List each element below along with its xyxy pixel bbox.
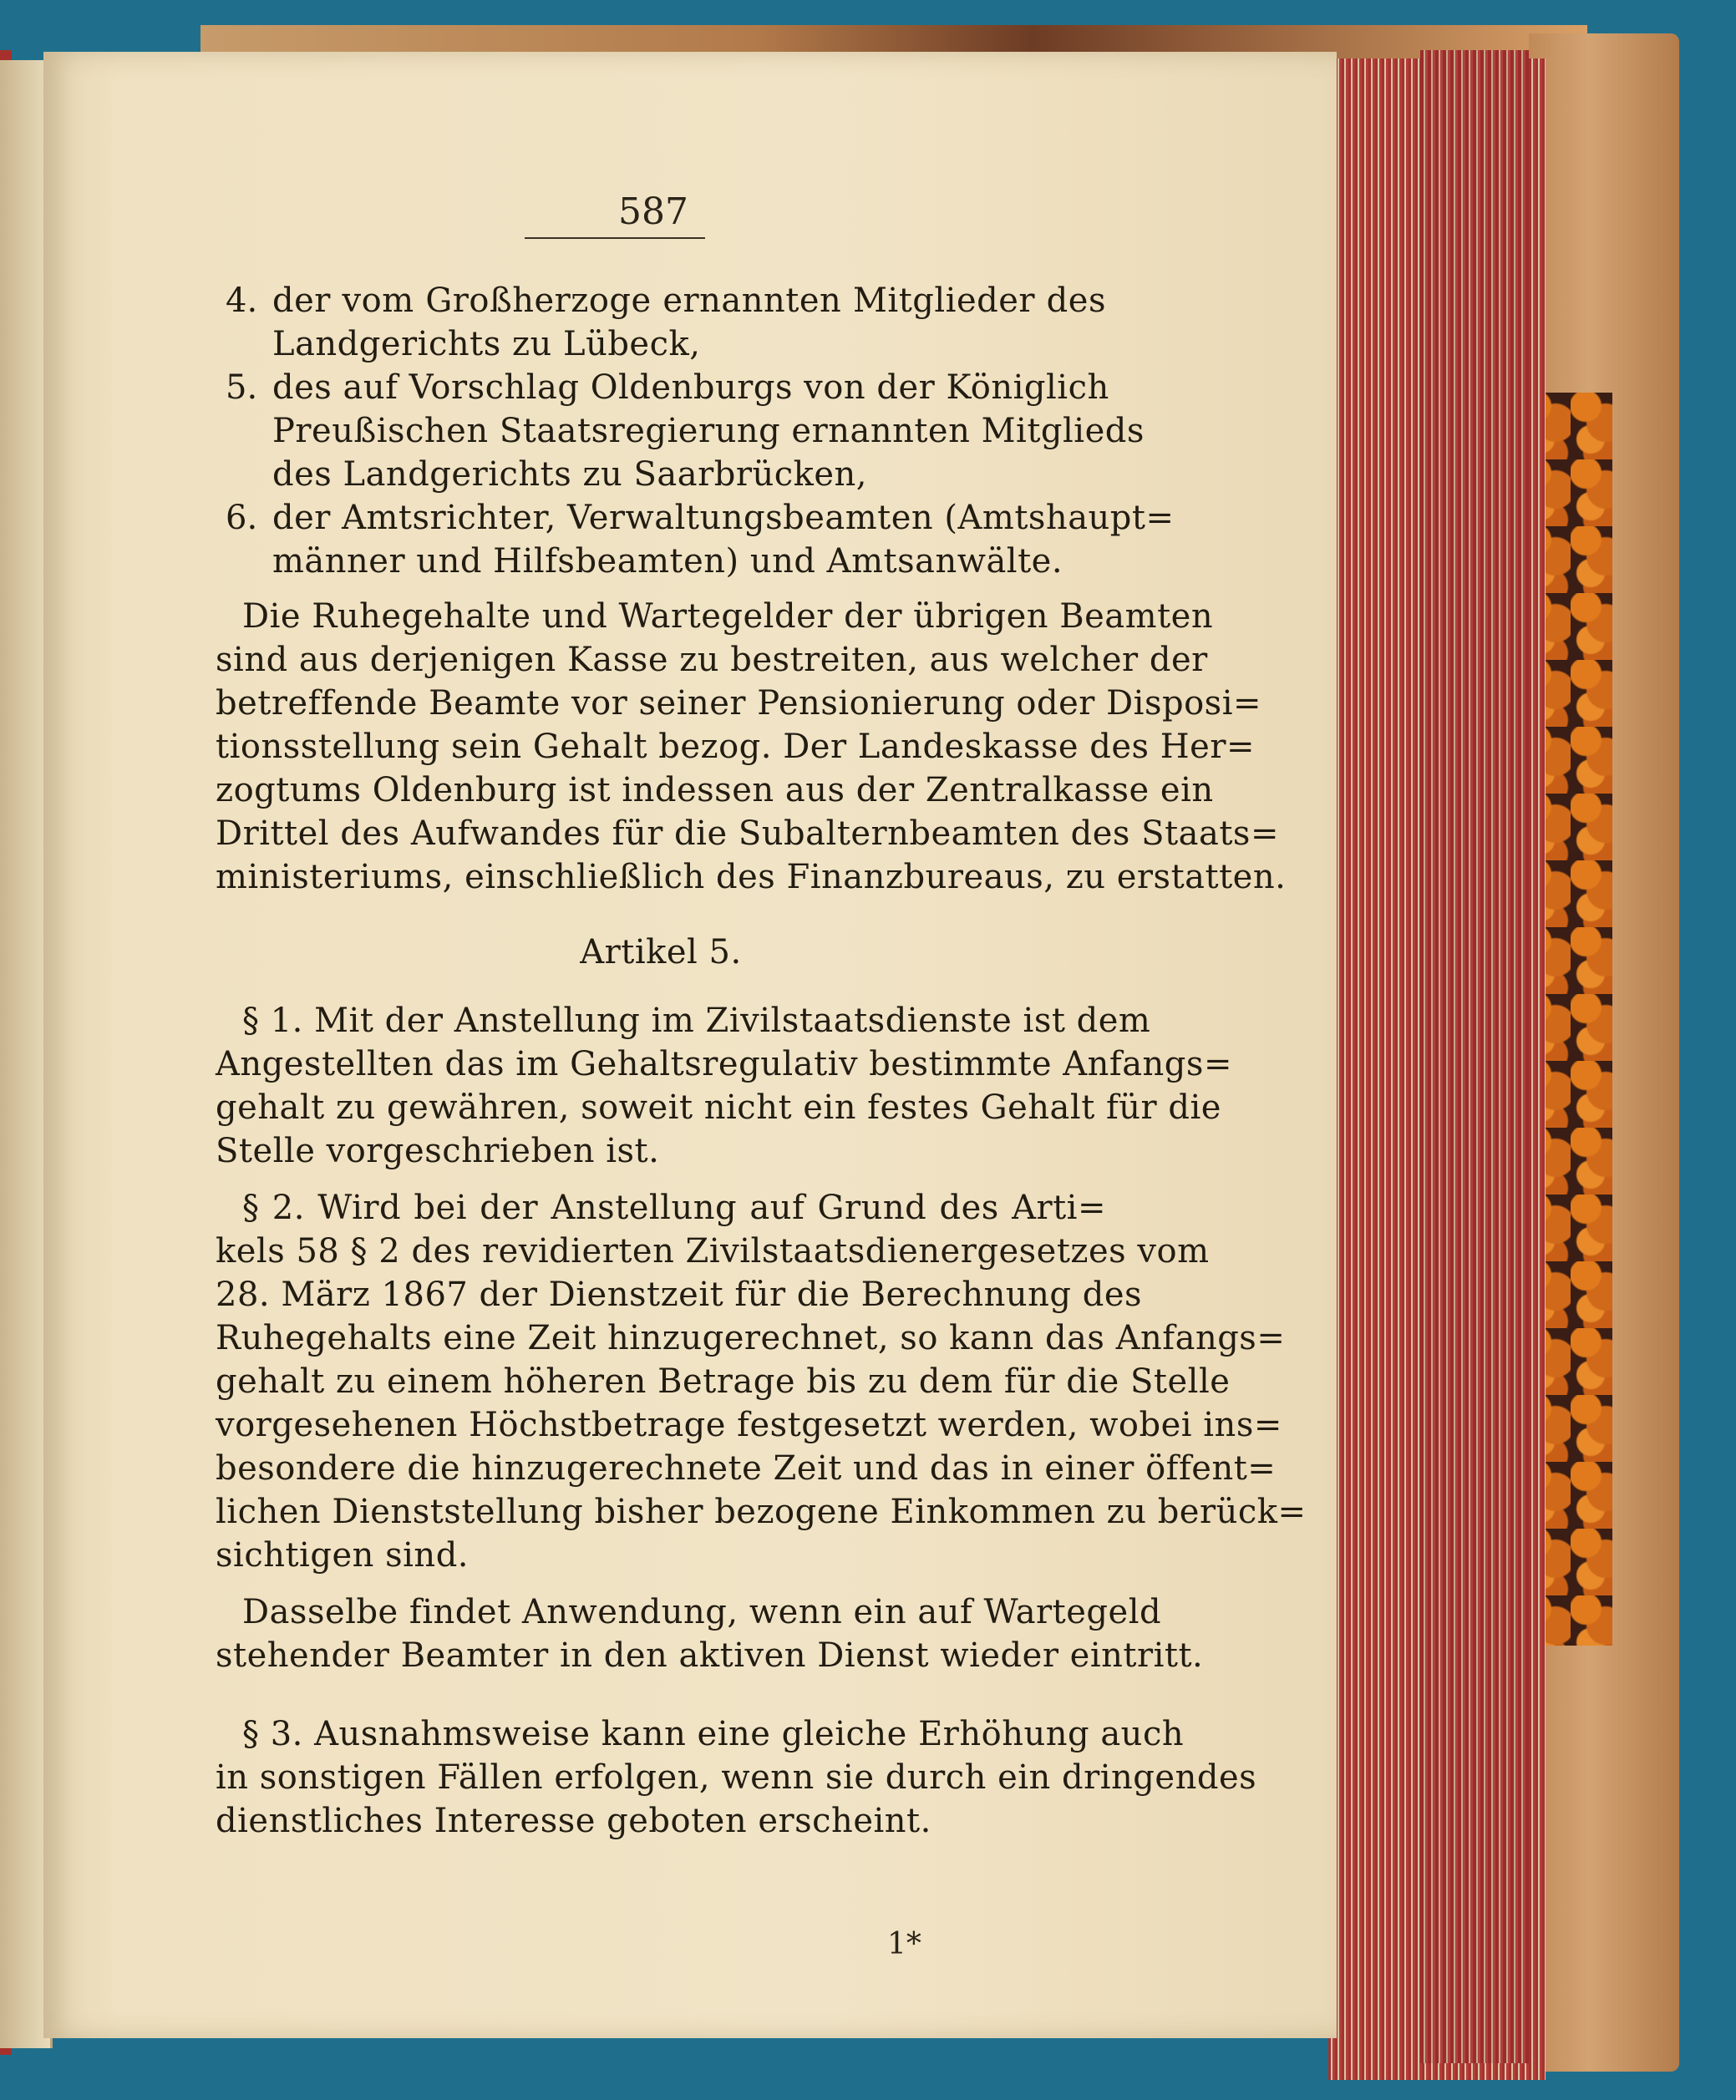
paragraph-line: gehalt zu gewähren, soweit nicht ein festes Gehalt für die — [216, 1088, 1221, 1127]
list-number: 6. — [226, 499, 258, 537]
paragraph-line: betreffende Beamte vor seiner Pensionierung oder Disposi= — [216, 684, 1262, 723]
paragraph-line: sichtigen sind. — [216, 1536, 470, 1575]
list-line: der Amtsrichter, Verwaltungsbeamten (Amtshaupt= — [272, 499, 1175, 537]
list-number: 4. — [226, 282, 258, 320]
paragraph-line: Angestellten das im Gehaltsregulativ bestimmte Anfangs= — [216, 1045, 1232, 1083]
paragraph-line: stehender Beamter in den aktiven Dienst wieder eintritt. — [216, 1636, 1204, 1675]
paragraph-line: § 1. Mit der Anstellung im Zivilstaatsdienste ist dem — [242, 1002, 1151, 1040]
paragraph-line: ministeriums, einschließlich des Finanzbureaus, zu erstatten. — [216, 858, 1287, 896]
paragraph-line: tionsstellung sein Gehalt bezog. Der Landeskasse des Her= — [216, 728, 1255, 766]
list-line: des auf Vorschlag Oldenburgs von der Königlich — [272, 368, 1109, 407]
paragraph-line: dienstliches Interesse geboten erscheint. — [216, 1802, 931, 1840]
paragraph-line: gehalt zu einem höheren Betrage bis zu dem für die Stelle — [216, 1362, 1231, 1401]
paragraph-line: kels 58 § 2 des revidierten Zivilstaatsdienergesetzes vom — [216, 1232, 1210, 1271]
signature-mark: 1* — [887, 1927, 921, 1961]
list-line: Landgerichts zu Lübeck, — [272, 325, 701, 363]
page-number: 587 — [618, 190, 688, 233]
paragraph-line: Drittel des Aufwandes für die Subalternbeamten des Staats= — [216, 814, 1279, 853]
list-line: der vom Großherzoge ernannten Mitglieder des — [272, 282, 1106, 320]
paragraph-line: besondere die hinzugerechnete Zeit und das in einer öffent= — [216, 1449, 1277, 1488]
article-heading: Artikel 5. — [580, 933, 742, 971]
paragraph-line: Dasselbe findet Anwendung, wenn ein auf Wartegeld — [242, 1593, 1162, 1631]
page-edges-back — [1420, 50, 1529, 2063]
paragraph-line: § 2. Wird bei der Anstellung auf Grund des Arti= — [242, 1189, 1106, 1227]
paragraph-line: sind aus derjenigen Kasse zu bestreiten, aus welcher der — [216, 641, 1208, 679]
paragraph-line: lichen Dienststellung bisher bezogene Einkommen zu berück= — [216, 1493, 1307, 1531]
paragraph-line: vorgesehenen Höchstbetrage festgesetzt werden, wobei ins= — [216, 1406, 1282, 1444]
paragraph-line: 28. März 1867 der Dienstzeit für die Berechnung des — [216, 1276, 1143, 1314]
paragraph-line: Die Ruhegehalte und Wartegelder der übrigen Beamten — [242, 597, 1214, 636]
list-line: Preußischen Staatsregierung ernannten Mitglieds — [272, 412, 1145, 450]
paragraph-line: zogtums Oldenburg ist indessen aus der Zentralkasse ein — [216, 771, 1214, 809]
book-page — [43, 52, 1337, 2038]
paragraph-line: in sonstigen Fällen erfolgen, wenn sie durch ein dringendes — [216, 1758, 1257, 1797]
header-rule — [525, 237, 705, 239]
list-line: männer und Hilfsbeamten) und Amtsanwälte. — [272, 542, 1063, 581]
paragraph-line: § 3. Ausnahmsweise kann eine gleiche Erhöhung auch — [242, 1715, 1185, 1753]
list-line: des Landgerichts zu Saarbrücken, — [272, 455, 868, 494]
paragraph-line: Ruhegehalts eine Zeit hinzugerechnet, so kann das Anfangs= — [216, 1319, 1286, 1357]
list-number: 5. — [226, 368, 258, 407]
paragraph-line: Stelle vorgeschrieben ist. — [216, 1132, 660, 1170]
